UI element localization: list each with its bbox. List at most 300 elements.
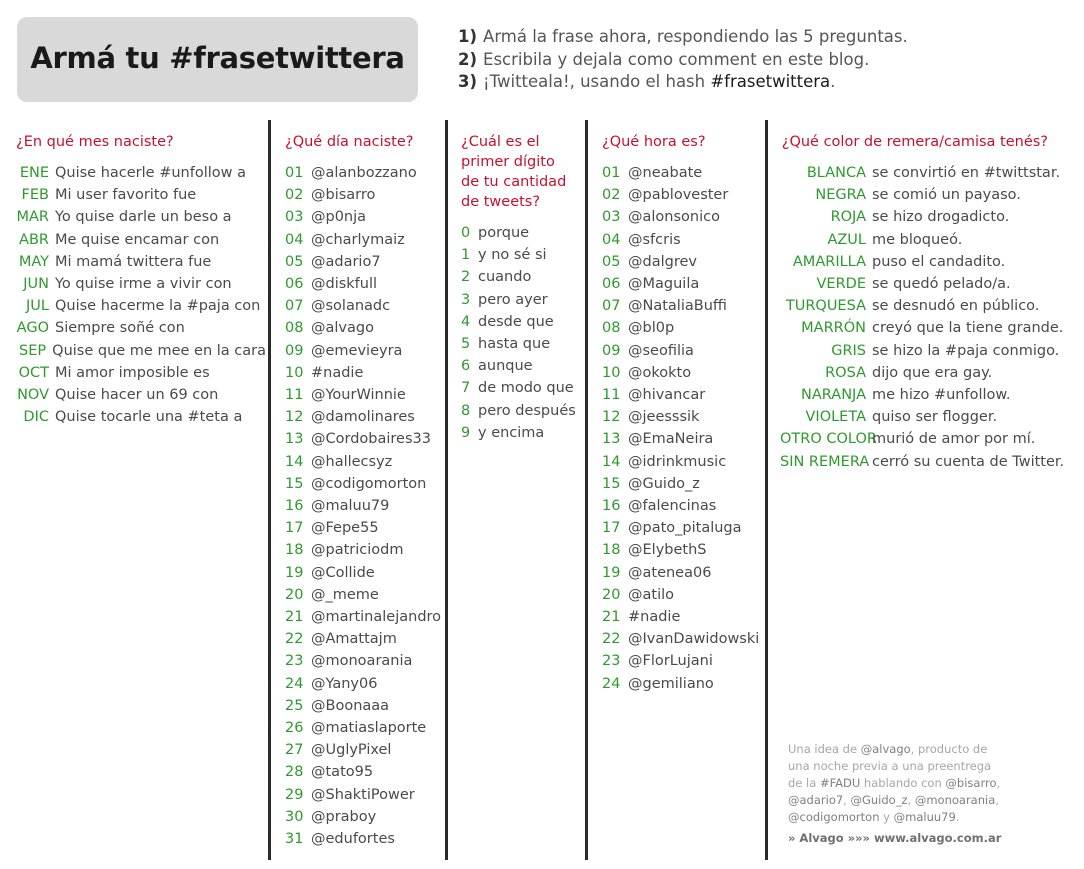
item-text: @FlorLujani [628, 653, 713, 670]
item-text: @okokto [628, 364, 692, 381]
list-item [602, 539, 762, 561]
list-item [285, 184, 445, 206]
list-item [602, 317, 762, 339]
item-text: hasta que [478, 336, 551, 353]
item-code: 18 [285, 542, 304, 559]
list-item [285, 539, 445, 561]
credits-line [788, 741, 1001, 758]
question-dia: ¿Qué día naciste? [285, 134, 414, 150]
list-item [780, 162, 1070, 184]
list-item [285, 317, 445, 339]
item-text: Quise tocarle una #teta a [55, 409, 243, 426]
credits-handle[interactable]: @monoarania [914, 793, 996, 807]
list-item [285, 584, 445, 606]
list-item [285, 784, 445, 806]
credits-line [788, 775, 1001, 792]
credits-line [788, 809, 1001, 826]
list-item [461, 400, 581, 422]
list-item [285, 162, 445, 184]
item-code: 14 [602, 453, 621, 470]
divider [445, 120, 448, 860]
item-text: @Cordobaires33 [311, 431, 431, 448]
item-code: 02 [285, 187, 304, 204]
item-code: 04 [285, 231, 304, 248]
item-code: 20 [285, 586, 304, 603]
item-code: NARANJA [801, 387, 866, 404]
divider [268, 120, 271, 860]
item-code: 22 [602, 631, 621, 648]
list-item [285, 739, 445, 761]
list-item [285, 251, 445, 273]
step-number: 3) [458, 72, 478, 91]
item-text: pero ayer [478, 291, 548, 308]
item-text: Yo quise darle un beso a [55, 209, 232, 226]
item-code: 25 [285, 697, 304, 714]
list-item [602, 628, 762, 650]
item-code: ROSA [825, 364, 866, 381]
item-text: @atenea06 [628, 564, 712, 581]
item-text: @praboy [311, 808, 377, 825]
item-code: 21 [285, 609, 304, 626]
item-text: @patriciodm [311, 542, 404, 559]
item-text: @alanbozzano [311, 165, 417, 181]
list-item [285, 295, 445, 317]
item-code: 28 [285, 764, 304, 781]
list-item [461, 355, 581, 377]
list-item [602, 406, 762, 428]
item-code: JUN [23, 276, 49, 293]
credits-line [788, 792, 1001, 809]
list-item [602, 673, 762, 695]
item-code: 11 [602, 387, 621, 404]
list-item [780, 229, 1070, 251]
item-code: BLANCA [806, 165, 866, 181]
list-item [461, 289, 581, 311]
item-text: #nadie [311, 364, 364, 381]
item-code: DIC [23, 409, 49, 426]
list-item [16, 295, 266, 317]
item-text: @dalgrev [628, 253, 697, 270]
item-code: JUL [26, 298, 49, 315]
item-code: 17 [285, 520, 304, 537]
item-text: se hizo drogadicto. [872, 209, 1010, 226]
list-item [461, 222, 581, 244]
column-dia [285, 132, 445, 850]
list-item [602, 184, 762, 206]
step-number: 1) [458, 27, 478, 46]
list-item [285, 761, 445, 783]
step-text: ¡Twitteala!, usando el hash [483, 72, 711, 91]
list-item [602, 473, 762, 495]
item-text: se hizo la #paja conmigo. [872, 342, 1060, 359]
item-code: 05 [285, 253, 304, 270]
item-text: Yo quise irme a vivir con [55, 276, 232, 293]
item-text: @martinalejandro [311, 609, 442, 626]
item-code: 1 [461, 247, 471, 264]
question-line: primer dígito [461, 154, 555, 170]
list-item [285, 384, 445, 406]
item-code: 11 [285, 387, 304, 404]
credits-text: . [955, 810, 960, 824]
item-code: 15 [602, 475, 621, 492]
item-code: ROJA [830, 209, 866, 226]
step-2 [458, 49, 908, 72]
item-code: 12 [602, 409, 621, 426]
item-text: @matiaslaporte [311, 720, 427, 737]
item-text: @pato_pitaluga [628, 520, 742, 537]
item-text: @tato95 [311, 764, 374, 781]
list-item [285, 606, 445, 628]
title-box [17, 17, 418, 102]
list-item [285, 206, 445, 228]
list-item [285, 473, 445, 495]
item-text: @charlymaiz [311, 231, 405, 248]
instructions [458, 26, 908, 94]
list-item [780, 251, 1070, 273]
item-code: 2 [461, 269, 471, 286]
question-mes: ¿En qué mes naciste? [16, 134, 174, 150]
credits-handle[interactable]: @bisarro [945, 776, 997, 790]
item-text: #nadie [628, 609, 681, 626]
item-text: @Amattajm [311, 631, 397, 648]
list-item [602, 229, 762, 251]
item-text: Mi amor imposible es [55, 364, 210, 381]
column-color [780, 132, 1070, 473]
item-code: 16 [602, 498, 621, 515]
item-text: aunque [478, 358, 533, 375]
item-code: AZUL [827, 231, 866, 248]
item-code: 12 [285, 409, 304, 426]
item-text: Quise hacer un 69 con [55, 387, 219, 404]
list-item [285, 806, 445, 828]
list-item [602, 584, 762, 606]
item-text: @ElybethS [628, 542, 707, 559]
item-code: 19 [285, 564, 304, 581]
item-code: MAY [18, 253, 49, 270]
item-text: @ShaktiPower [311, 786, 415, 803]
item-code: GRIS [831, 342, 866, 359]
list-hora [602, 162, 762, 695]
item-code: 24 [602, 675, 621, 692]
list-item [602, 517, 762, 539]
list-item [780, 451, 1070, 473]
item-text: @idrinkmusic [628, 453, 727, 470]
question-color: ¿Qué color de remera/camisa tenés? [781, 134, 1048, 150]
list-mes [16, 162, 266, 428]
credits-handle[interactable]: @maluu79 [893, 810, 956, 824]
list-item [285, 340, 445, 362]
item-text: porque [478, 225, 530, 241]
item-text: @NataliaBuffi [628, 298, 727, 315]
list-item [16, 206, 266, 228]
item-code: 30 [285, 808, 304, 825]
item-code: 04 [602, 231, 621, 248]
list-item [780, 406, 1070, 428]
item-text: Mi mamá twittera fue [55, 253, 212, 270]
divider [765, 120, 768, 860]
list-item [461, 333, 581, 355]
item-code: 3 [461, 291, 471, 308]
list-item [285, 517, 445, 539]
step-text-end: . [830, 72, 836, 91]
item-code: 17 [602, 520, 621, 537]
question-line: de tweets? [461, 194, 541, 210]
item-text: @IvanDawidowski [628, 631, 760, 648]
item-code: 13 [602, 431, 621, 448]
item-text: Siempre soñé con [55, 320, 185, 337]
step-3 [458, 71, 908, 94]
item-text: @bl0p [628, 320, 675, 337]
item-text: se comió un payaso. [872, 187, 1021, 204]
list-item [780, 384, 1070, 406]
item-text: @jeesssik [628, 409, 700, 426]
item-text: @adario7 [311, 253, 381, 270]
list-item [285, 673, 445, 695]
list-item [461, 311, 581, 333]
item-code: 10 [285, 364, 304, 381]
credits-text: , [996, 776, 1001, 790]
item-code: 23 [285, 653, 304, 670]
list-item [16, 406, 266, 428]
item-text: se quedó pelado/a. [872, 276, 1011, 293]
item-text: pero después [478, 402, 576, 419]
step-text: Escribila y dejala como comment en este blog. [483, 49, 870, 69]
item-text: desde que [478, 313, 554, 330]
item-text: @solanadc [311, 298, 391, 315]
item-text: @Boonaaa [311, 697, 390, 714]
credits-text: , producto de [910, 742, 988, 756]
question-line: de tu cantidad [461, 174, 567, 190]
item-code: 03 [602, 209, 621, 226]
item-text: y encima [478, 424, 545, 441]
item-text: @bisarro [311, 187, 376, 204]
list-color [780, 162, 1070, 473]
item-code: 20 [602, 586, 621, 603]
list-item [285, 562, 445, 584]
item-code: OCT [18, 364, 49, 381]
item-text: se convirtió en #twittstar. [872, 165, 1061, 181]
item-text: @alonsonico [628, 209, 720, 226]
credits-text: , [907, 793, 915, 807]
item-code: 10 [602, 364, 621, 381]
list-item [602, 295, 762, 317]
item-text: @edufortes [311, 831, 395, 848]
credits-text: Una idea de [788, 742, 861, 756]
list-item [602, 162, 762, 184]
item-text: creyó que la tiene grande. [872, 320, 1064, 337]
item-text: quiso ser flogger. [872, 409, 998, 426]
list-item [285, 229, 445, 251]
list-item [461, 422, 581, 444]
item-code: 21 [602, 609, 621, 626]
list-item [285, 428, 445, 450]
item-text: puso el candadito. [872, 253, 1006, 270]
list-item [602, 428, 762, 450]
item-text: @EmaNeira [628, 431, 714, 448]
item-code: 14 [285, 453, 304, 470]
item-code: VERDE [816, 276, 866, 293]
list-item [285, 628, 445, 650]
list-item [16, 229, 266, 251]
item-text: @alvago [311, 320, 374, 337]
item-code: 06 [602, 276, 621, 293]
list-item [16, 317, 266, 339]
credits-text: , [995, 793, 999, 807]
item-text: @emevieyra [311, 342, 403, 359]
item-text: Quise hacerle #unfollow a [55, 165, 246, 181]
item-text: @pablovester [628, 187, 729, 204]
item-code: MARRÓN [801, 320, 866, 337]
list-item [16, 273, 266, 295]
list-item [285, 695, 445, 717]
item-code: 03 [285, 209, 304, 226]
question-line: ¿Cuál es el [461, 134, 540, 150]
list-item [602, 606, 762, 628]
column-mes [16, 132, 266, 428]
list-item [461, 266, 581, 288]
list-item [780, 273, 1070, 295]
list-item [285, 495, 445, 517]
step-1 [458, 26, 908, 49]
list-item [285, 650, 445, 672]
item-text: @neabate [628, 165, 703, 181]
list-item [16, 362, 266, 384]
item-code: NEGRA [815, 187, 866, 204]
item-code: 0 [461, 225, 471, 241]
question-hora: ¿Qué hora es? [602, 134, 706, 150]
list-item [602, 251, 762, 273]
list-item [780, 362, 1070, 384]
item-code: ABR [19, 231, 49, 248]
list-item [780, 295, 1070, 317]
credits-text: , [843, 793, 851, 807]
item-text: @atilo [628, 586, 674, 603]
item-text: @codigomorton [311, 475, 427, 492]
item-text: @maluu79 [311, 498, 390, 515]
item-code: 01 [285, 165, 304, 181]
item-text: de modo que [478, 380, 574, 397]
hashtag: #frasetwittera [710, 72, 831, 91]
list-item [602, 340, 762, 362]
list-item [285, 406, 445, 428]
item-code: 9 [461, 424, 471, 441]
item-code: SIN REMERA [780, 453, 870, 470]
item-text: Quise que me mee en la cara [52, 342, 266, 359]
item-code: 07 [602, 298, 621, 315]
list-item [285, 273, 445, 295]
item-code: 5 [461, 336, 471, 353]
credits-text: y [879, 810, 894, 824]
list-item [461, 377, 581, 399]
item-code: 23 [602, 653, 621, 670]
signature-link[interactable]: » Alvago »»» www.alvago.com.ar [788, 831, 1002, 845]
credits-text: hablando con [860, 776, 946, 790]
list-item [16, 251, 266, 273]
item-code: 27 [285, 742, 304, 759]
item-code: 22 [285, 631, 304, 648]
step-number: 2) [458, 49, 478, 69]
credits-handle[interactable]: @Guido_z [850, 793, 908, 807]
item-text: @seofilia [628, 342, 694, 359]
item-text: @Guido_z [628, 475, 700, 492]
list-item [602, 495, 762, 517]
item-text: y no sé si [478, 247, 547, 264]
list-item [16, 384, 266, 406]
list-item [780, 206, 1070, 228]
page-title: Armá tu #frasetwittera [30, 41, 405, 75]
list-item [780, 340, 1070, 362]
item-code: 15 [285, 475, 304, 492]
list-item [780, 317, 1070, 339]
item-text: Mi user favorito fue [55, 187, 197, 204]
item-code: 09 [602, 342, 621, 359]
list-item [461, 244, 581, 266]
item-code: OTRO COLOR [780, 431, 877, 448]
item-text: me hizo #unfollow. [872, 387, 1011, 404]
item-code: 6 [461, 358, 471, 375]
item-code: 07 [285, 298, 304, 315]
list-item [16, 184, 266, 206]
list-item [285, 717, 445, 739]
item-code: MAR [16, 209, 49, 226]
item-code: 02 [602, 187, 621, 204]
item-code: 4 [461, 313, 471, 330]
item-text: @damolinares [311, 409, 415, 426]
credits-text: de la [788, 776, 820, 790]
item-text: @sfcris [628, 231, 681, 248]
item-text: dijo que era gay. [872, 364, 993, 381]
item-code: SEP [19, 342, 47, 359]
item-code: 31 [285, 831, 304, 848]
item-code: 09 [285, 342, 304, 359]
item-text: Me quise encamar con [55, 231, 220, 248]
item-text: Quise hacerme la #paja con [55, 298, 261, 315]
list-item [285, 362, 445, 384]
item-code: 01 [602, 165, 621, 181]
list-item [16, 340, 266, 362]
item-text: cerró su cuenta de Twitter. [872, 453, 1065, 470]
item-text: @monoarania [311, 653, 413, 670]
item-code: 18 [602, 542, 621, 559]
column-hora [602, 132, 762, 695]
item-text: cuando [478, 269, 532, 286]
credits-handle[interactable]: @codigomorton [788, 810, 880, 824]
item-code: 13 [285, 431, 304, 448]
list-item [780, 184, 1070, 206]
item-text: @UglyPixel [311, 742, 392, 759]
item-text: @hivancar [628, 387, 706, 404]
list-item [16, 162, 266, 184]
item-code: 06 [285, 276, 304, 293]
item-code: 26 [285, 720, 304, 737]
item-text: @p0nja [311, 209, 367, 226]
list-item [285, 451, 445, 473]
item-text: @Maguila [628, 276, 700, 293]
item-code: 19 [602, 564, 621, 581]
item-code: 05 [602, 253, 621, 270]
item-text: @Yany06 [311, 675, 378, 692]
item-code: AMARILLA [792, 253, 866, 270]
credits-handle[interactable]: @alvago [860, 742, 911, 756]
item-code: TURQUESA [785, 298, 866, 315]
item-code: 29 [285, 786, 304, 803]
list-item [602, 384, 762, 406]
item-text: @gemiliano [628, 675, 714, 692]
item-text: @Fepe55 [311, 520, 379, 537]
item-code: 8 [461, 402, 471, 419]
credits-handle[interactable]: @adario7 [788, 793, 844, 807]
credits-line: una noche previa a una preentrega [788, 759, 992, 773]
